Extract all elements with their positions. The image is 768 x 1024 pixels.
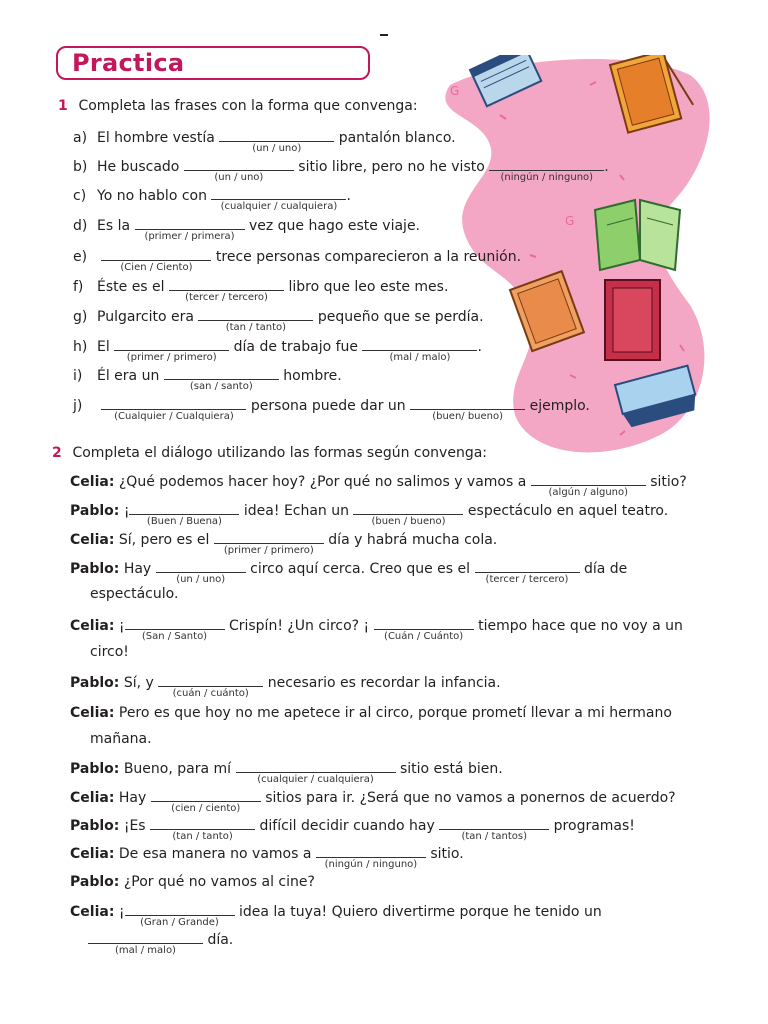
exercise1-item-h: h) El (primer / primero) día de trabajo fue (mal / malo) .	[73, 339, 482, 363]
answer-blank[interactable]: (un / uno)	[219, 130, 334, 142]
dialogue-line: Pablo: Bueno, para mí (cualquier / cualquiera) sitio está bien.	[70, 761, 503, 785]
exercise1-item-f: f) Éste es el (tercer / tercero) libro que leo este mes.	[73, 279, 449, 303]
dialogue-line: Celia: ¡ (San / Santo) Crispín! ¿Un circo? ¡ (Cuán / Cuánto) tiempo hace que no voy a un	[70, 618, 683, 642]
dialogue-line: Pablo: ¿Por qué no vamos al cine?	[70, 874, 315, 890]
exercise1-item-d: d) Es la (primer / primera) vez que hago este viaje.	[73, 218, 421, 242]
answer-blank[interactable]: (mal / malo)	[362, 339, 477, 351]
dialogue-line: Celia: Pero es que hoy no me apetece ir al circo, porque prometí llevar a mi hermano	[70, 705, 672, 721]
exercise2-number: 2	[52, 445, 62, 461]
answer-blank[interactable]: (tercer / tercero)	[475, 561, 580, 573]
dialogue-line: Celia: Sí, pero es el (primer / primero) día y habrá mucha cola.	[70, 532, 498, 556]
exercise2-instruction: Completa el diálogo utilizando las formas según convenga:	[72, 445, 487, 461]
answer-blank[interactable]: (san / santo)	[164, 368, 279, 380]
dialogue-line: Pablo: Sí, y (cuán / cuánto) necesario es recordar la infancia.	[70, 675, 501, 699]
svg-text:G: G	[450, 84, 460, 98]
exercise1-number: 1	[58, 98, 68, 114]
answer-blank[interactable]: (cuán / cuánto)	[158, 675, 263, 687]
exercise1-item-b: b) He buscado (un / uno) sitio libre, pero no he visto (ningún / ninguno) .	[73, 159, 609, 183]
answer-blank[interactable]: (cualquier / cualquiera)	[211, 188, 346, 200]
answer-blank[interactable]: (cien / ciento)	[151, 790, 261, 802]
dialogue-continuation: (mal / malo) día.	[88, 932, 233, 948]
title-box	[56, 46, 370, 80]
answer-blank[interactable]: (primer / primero)	[214, 532, 324, 544]
dialogue-continuation: espectáculo.	[90, 586, 179, 602]
answer-blank[interactable]: (Cualquier / Cualquiera)	[101, 398, 246, 410]
exercise1-header	[58, 98, 418, 114]
dialogue-line: Celia: ¿Qué podemos hacer hoy? ¿Por qué no salimos y vamos a (algún / alguno) sitio?	[70, 474, 687, 498]
book-red-icon	[605, 280, 660, 360]
page-mark	[380, 34, 388, 36]
answer-blank[interactable]: (tan / tanto)	[150, 818, 255, 830]
answer-blank[interactable]: (un / uno)	[156, 561, 246, 573]
answer-blank[interactable]: (cualquier / cualquiera)	[236, 761, 396, 773]
answer-blank[interactable]: (primer / primero)	[114, 339, 229, 351]
answer-blank[interactable]: (Cien / Ciento)	[101, 249, 211, 261]
answer-blank[interactable]: (primer / primera)	[135, 218, 245, 230]
page-title: Practica	[72, 49, 185, 77]
answer-blank[interactable]: (buen/ bueno)	[410, 398, 525, 410]
exercise1-item-a: a) El hombre vestía (un / uno) pantalón blanco.	[73, 130, 456, 154]
dialogue-line: Pablo: ¡ (Buen / Buena) idea! Echan un (buen / bueno) espectáculo en aquel teatro.	[70, 503, 669, 527]
answer-blank[interactable]: (ningún / ninguno)	[316, 846, 426, 858]
exercise1-instruction: Completa las frases con la forma que convenga:	[78, 98, 418, 114]
dialogue-line: Celia: De esa manera no vamos a (ningún / ninguno) sitio.	[70, 846, 464, 870]
dialogue-line: Pablo: Hay (un / uno) circo aquí cerca. Creo que es el (tercer / tercero) día de	[70, 561, 628, 585]
answer-blank[interactable]: (Buen / Buena)	[129, 503, 239, 515]
answer-blank[interactable]: (buen / bueno)	[353, 503, 463, 515]
answer-blank[interactable]: (tan / tanto)	[198, 309, 313, 321]
dialogue-line: Pablo: ¡Es (tan / tanto) difícil decidir cuando hay (tan / tantos) programas!	[70, 818, 635, 842]
answer-blank[interactable]: (San / Santo)	[125, 618, 225, 630]
answer-blank[interactable]: (mal / malo)	[88, 932, 203, 944]
dialogue-line: Celia: Hay (cien / ciento) sitios para ir. ¿Será que no vamos a ponernos de acuerdo?	[70, 790, 676, 814]
exercise1-item-i: i) Él era un (san / santo) hombre.	[73, 368, 342, 392]
answer-blank[interactable]: (ningún / ninguno)	[489, 159, 604, 171]
dialogue-continuation: mañana.	[90, 731, 152, 747]
answer-blank[interactable]: (un / uno)	[184, 159, 294, 171]
answer-blank[interactable]: (tan / tantos)	[439, 818, 549, 830]
exercise1-item-c: c) Yo no hablo con (cualquier / cualquiera) .	[73, 188, 351, 212]
exercise1-item-g: g) Pulgarcito era (tan / tanto) pequeño que se perdía.	[73, 309, 484, 333]
exercise2-header	[52, 445, 487, 461]
exercise1-item-j: j) (Cualquier / Cualquiera) persona puede dar un (buen/ bueno) ejemplo.	[73, 398, 590, 422]
answer-blank[interactable]: (tercer / tercero)	[169, 279, 284, 291]
dialogue-line: Celia: ¡ (Gran / Grande) idea la tuya! Quiero divertirme porque he tenido un	[70, 904, 602, 928]
answer-blank[interactable]: (algún / alguno)	[531, 474, 646, 486]
answer-blank[interactable]: (Gran / Grande)	[125, 904, 235, 916]
svg-text:G: G	[565, 214, 575, 228]
answer-blank[interactable]: (Cuán / Cuánto)	[374, 618, 474, 630]
dialogue-continuation: circo!	[90, 644, 129, 660]
exercise1-item-e: e) (Cien / Ciento) trece personas comparecieron a la reunión.	[73, 249, 522, 273]
